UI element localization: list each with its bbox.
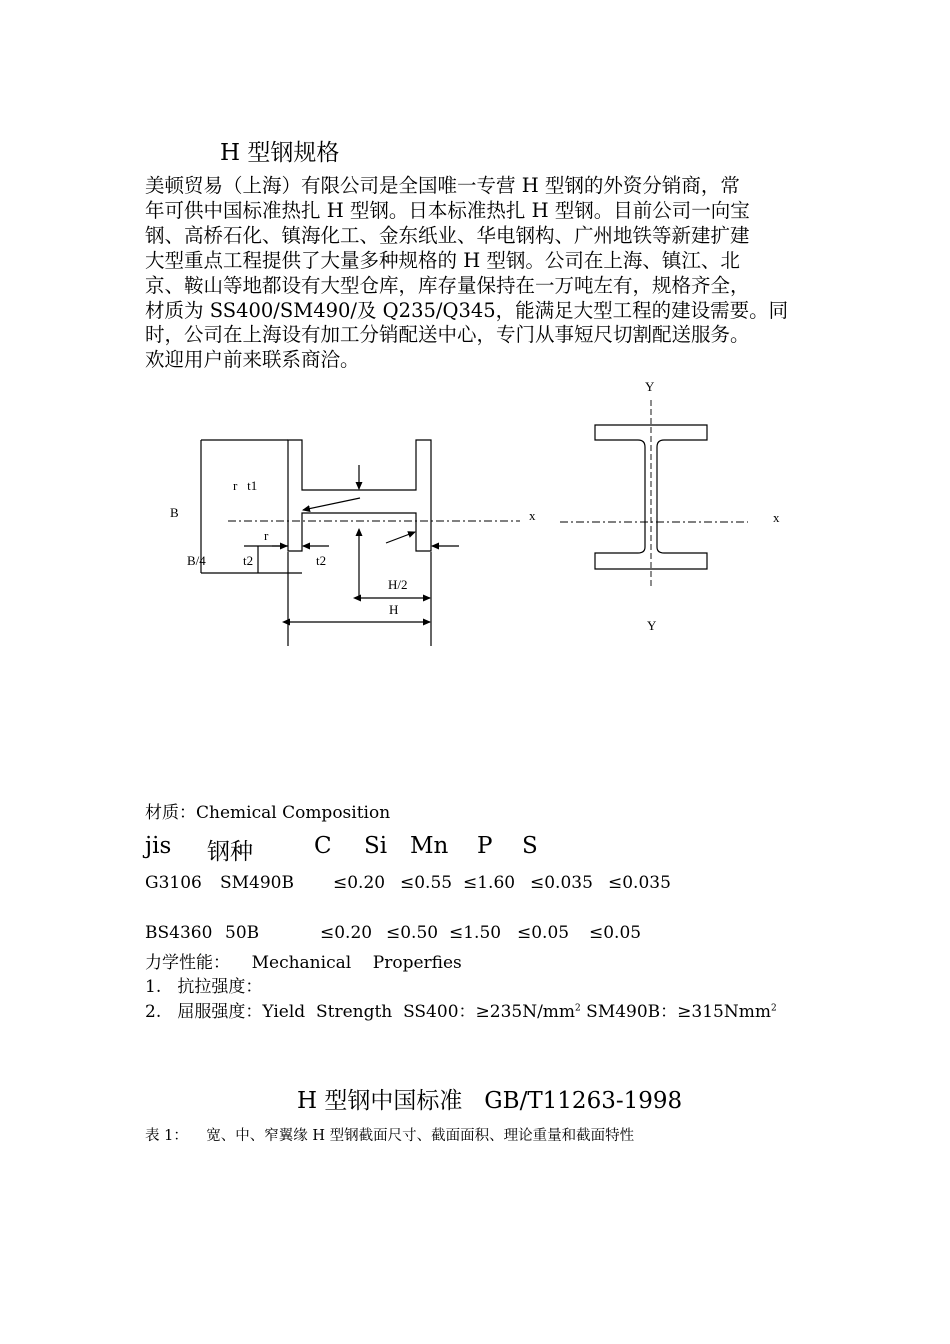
label-x-left: x: [529, 508, 536, 523]
unit-superscript: 2: [771, 1003, 777, 1014]
header-si: Si: [364, 833, 388, 859]
header-s: S: [522, 833, 538, 859]
cell-standard: G3106: [145, 873, 202, 893]
yield-strength-text-2: SM490B：≥315Nmm: [580, 1002, 771, 1022]
label-h: H: [389, 602, 399, 617]
label-y-top: Y: [645, 379, 655, 394]
header-c: C: [314, 833, 332, 859]
intro-line: 大型重点工程提供了大量多种规格的 H 型钢。公司在上海、镇江、北: [145, 248, 740, 272]
table-caption: 表 1： 宽、中、窄翼缘 H 型钢截面尺寸、截面面积、理论重量和截面特性: [145, 1128, 635, 1144]
yield-strength-item: [145, 997, 777, 1022]
label-t2-right: t2: [316, 553, 327, 568]
cell-grade: 50B: [225, 923, 260, 943]
intro-line: 材质为 SS400/SM490/及 Q235/Q345，能满足大型工程的建设需要。同: [145, 298, 789, 322]
cell-c: ≤0.20: [333, 873, 386, 893]
cell-p: ≤0.035: [530, 873, 593, 893]
label-y-bottom: Y: [647, 618, 657, 633]
label-b4: B/4: [187, 553, 206, 568]
intro-line: 钢、高桥石化、镇海化工、金东纸业、华电钢构、广州地铁等新建扩建: [145, 223, 750, 247]
header-steel-grade: 钢种: [207, 839, 253, 865]
cell-c: ≤0.20: [320, 923, 373, 943]
cell-standard: BS4360: [145, 923, 213, 943]
label-b: B: [170, 505, 179, 520]
label-r: r: [264, 528, 269, 543]
header-p: P: [477, 833, 493, 859]
label-x-right: x: [773, 510, 780, 525]
intro-line: 欢迎用户前来联系商洽。: [145, 348, 360, 372]
mechanical-label: 力学性能： Mechanical Properfies: [145, 953, 462, 973]
label-t2-left: t2: [243, 553, 254, 568]
header-mn: Mn: [410, 833, 449, 859]
intro-line: 美顿贸易（上海）有限公司是全国唯一专营 H 型钢的外资分销商，常: [145, 174, 740, 197]
i-section-front-view: [560, 400, 748, 587]
cell-si: ≤0.50: [386, 923, 439, 943]
label-h2: H/2: [388, 577, 408, 592]
cell-mn: ≤1.60: [463, 873, 516, 893]
label-r-t1: r t1: [233, 478, 258, 493]
cell-si: ≤0.55: [400, 873, 453, 893]
cell-s: ≤0.05: [589, 923, 642, 943]
intro-line: 时，公司在上海设有加工分销配送中心，专门从事短尺切割配送服务。: [145, 323, 750, 347]
page-title: H 型钢规格: [220, 140, 340, 166]
standard-title: H 型钢中国标准 GB/T11263-1998: [297, 1088, 683, 1114]
header-jis: jis: [145, 833, 172, 859]
arrow-r-right: [386, 532, 415, 543]
cell-s: ≤0.035: [608, 873, 671, 893]
tensile-strength-item: 1. 抗拉强度：: [145, 977, 263, 997]
cell-grade: SM490B: [220, 873, 294, 893]
cell-p: ≤0.05: [517, 923, 570, 943]
cell-mn: ≤1.50: [449, 923, 502, 943]
material-label: 材质：Chemical Composition: [145, 803, 391, 823]
unit-superscript: 2: [575, 1003, 581, 1014]
arrow-r: [303, 498, 360, 510]
intro-line: 年可供中国标准热扎 H 型钢。日本标准热扎 H 型钢。目前公司一向宝: [145, 198, 750, 222]
yield-strength-text: 2. 屈服强度：Yield Strength SS400：≥235N/mm: [145, 1002, 576, 1022]
h-section-side-view: [201, 440, 520, 646]
intro-line: 京、鞍山等地都设有大型仓库，库存量保持在一万吨左有，规格齐全，: [145, 273, 750, 297]
